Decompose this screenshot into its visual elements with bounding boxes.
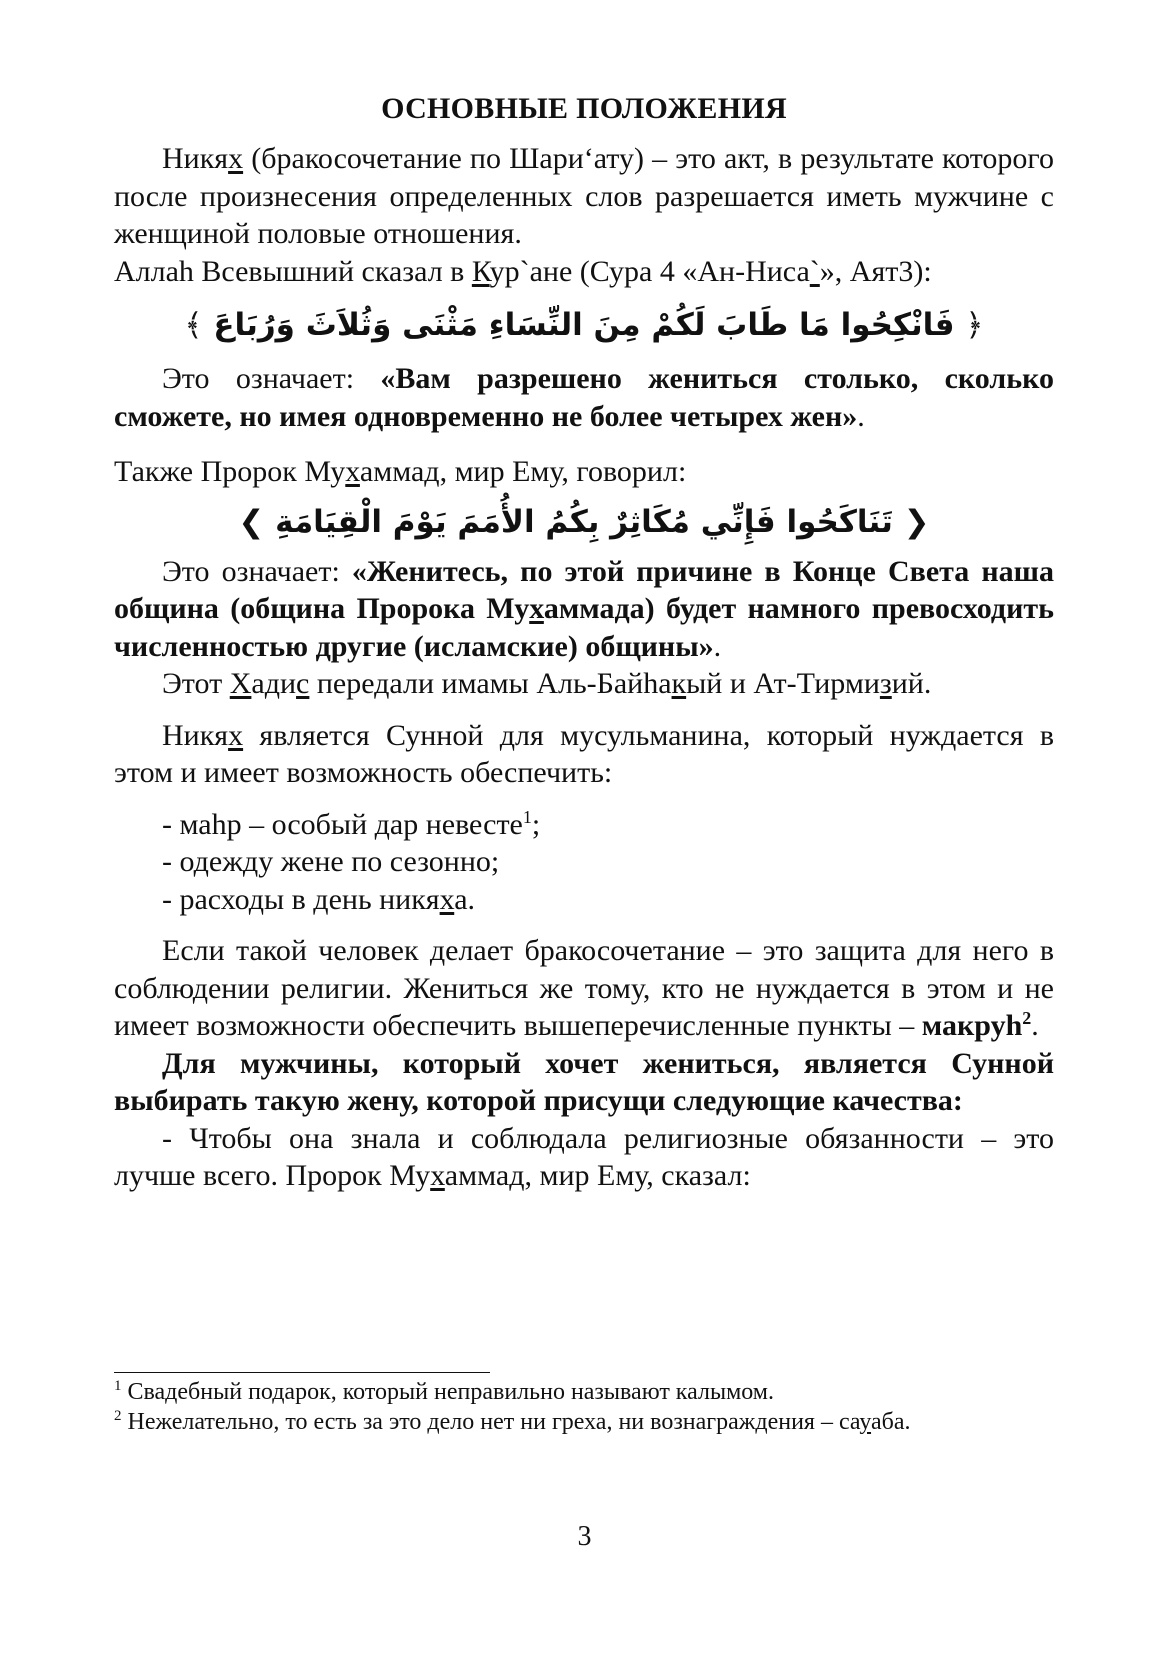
paragraph-nikah-sunnah: Никях является Сунной для мусульманина, который нуждается в этом и имеет возможность обеспечить: xyxy=(114,718,1054,789)
ornate-bracket-close: ﴾ xyxy=(184,307,203,343)
list-item: - расходы в день никяха. xyxy=(162,882,476,916)
paragraph-religious-duties: - Чтобы она знала и соблюдала религиозные обязанности – это лучше всего. Пророк Мухаммад, мир Ему, сказал: xyxy=(114,1121,1054,1192)
paragraph-nikah-definition: Никях (бракосочетание по Шари‘ату) – это акт, в результате которого после произнесения определенных слов разрешается иметь мужчине с женщиной половые отношения. xyxy=(114,142,1054,250)
ornate-bracket-open: ﴿ xyxy=(965,307,984,343)
main-text xyxy=(114,88,1054,1195)
list-item: - маhр – особый дар невесте$^1$; xyxy=(162,806,541,841)
paragraph-hadith-source: Этот Хадис передали имамы Аль-Байhакый и Ат-Тирмизий. xyxy=(162,667,932,700)
hadith-text: تَنَاكَحُوا فَإِنِّي مُكَاثِرٌ بِكُمُ الأُمَمَ يَوْمَ الْقِيَامَةِ xyxy=(275,503,893,540)
list-item: - одежду жене по сезонно; xyxy=(162,845,500,878)
footnotes xyxy=(114,1377,1054,1437)
conditions-list xyxy=(114,806,1054,919)
hadith-arabic xyxy=(114,501,1054,543)
footnote-2: $^2$ Нежелательно, то есть за это дело нет ни греха, ни вознаграждения – сауаба. xyxy=(114,1408,911,1435)
paragraph-verse-meaning: Это означает: «Вам разрешено жениться столько, сколько сможете, но имея одновременно не более четырех жен». xyxy=(114,362,1054,433)
paragraph-makruh: Если такой человек делает бракосочетание – это защита для него в соблюдении религии. Жениться же тому, кто не нуждается в этом и не имеет возможности обеспечить вышеперечисленные пункты – макруh$^2$. xyxy=(114,934,1054,1042)
page-title: ОСНОВНЫЕ ПОЛОЖЕНИЯ xyxy=(381,92,787,125)
paragraph-wife-qualities: Для мужчины, который хочет жениться, является Сунной выбирать такую жену, которой присущи следующие качества: xyxy=(114,1046,1054,1117)
hadith-bracket-close: ❯ xyxy=(238,503,265,540)
quran-verse-text: فَانْكِحُوا مَا طَابَ لَكُمْ مِنَ النِّسَاءِ مَثْنَى وَثُلاَثَ وَرُبَاعَ xyxy=(213,307,955,343)
footnote-separator xyxy=(114,1372,490,1373)
paragraph-hadith-intro: Также Пророк Мухаммад, мир Ему, говорил: xyxy=(114,455,687,488)
paragraph-hadith-meaning: Это означает: «Женитесь, по этой причине в Конце Света наша община (община Пророка Мухаммада) будет намного превосходить численностью другие (исламские) общины». xyxy=(114,554,1054,663)
footnote-1: $^1$ Свадебный подарок, который неправильно называют калымом. xyxy=(114,1378,774,1405)
quran-verse-arabic xyxy=(114,304,1054,346)
hadith-bracket-open: ❮ xyxy=(903,503,930,540)
page-number: 3 xyxy=(577,1521,592,1552)
paragraph-quran-intro: Аллаh Всевышний сказал в Кур`ане (Сура 4 «Ан-Ниса`», Аят3): xyxy=(114,254,932,288)
